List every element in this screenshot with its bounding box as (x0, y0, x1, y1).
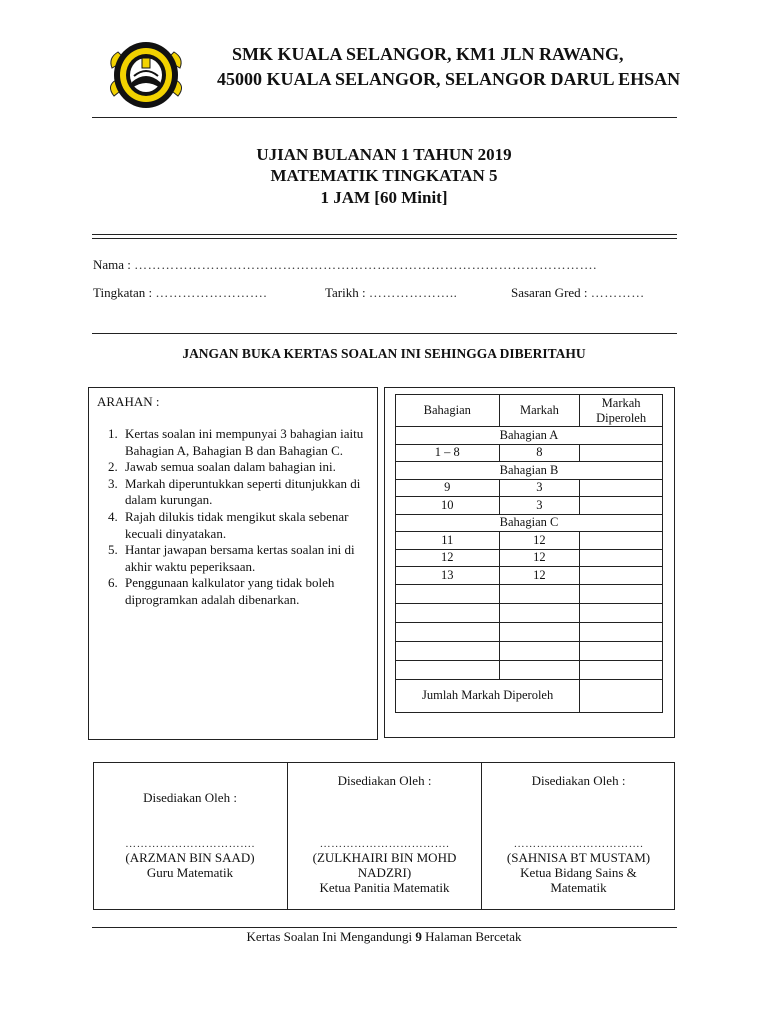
footer-after: Halaman Bercetak (425, 929, 522, 944)
col-header-diperoleh: Markah Diperoleh (580, 395, 663, 427)
sasaran-dots: ………… (590, 285, 645, 300)
col-header-markah: Markah (499, 395, 580, 427)
question-cell: 9 (396, 479, 500, 497)
arahan-title: ARAHAN : (97, 394, 160, 409)
nama-field[interactable] (93, 257, 597, 273)
obtained-cell[interactable] (580, 444, 663, 462)
title-divider-top (92, 234, 677, 235)
footer-page-count: 9 (415, 929, 422, 944)
instruction-item: 4. Rajah dilukis tidak mengikut skala sebenar kecuali dinyatakan. (121, 509, 381, 542)
table-row (396, 549, 663, 567)
signature-line: ……………………………. (125, 838, 255, 850)
question-cell: 1 – 8 (396, 444, 500, 462)
footer-divider (92, 927, 677, 928)
col-header-bahagian: Bahagian (396, 395, 500, 427)
instruction-item: 3. Markah diperuntukkan seperti ditunjukkan di dalam kurungan. (121, 476, 381, 509)
table-row (396, 444, 663, 462)
fields-divider (92, 333, 677, 334)
question-cell: 10 (396, 497, 500, 515)
mark-cell: 8 (499, 444, 580, 462)
mark-cell: 12 (499, 532, 580, 550)
signatory-name-text: (SAHNISA BT MUSTAM) (506, 850, 651, 865)
table-row (396, 497, 663, 515)
section-a-label: Bahagian A (396, 427, 663, 445)
mark-cell: 12 (499, 567, 580, 585)
sasaran-field[interactable] (511, 285, 645, 301)
tingkatan-label: Tingkatan : (93, 285, 153, 300)
nama-label: Nama : (93, 257, 131, 272)
tingkatan-dots: ……………………. (155, 285, 268, 300)
title-divider-bottom (92, 238, 677, 239)
signatory-name (93, 850, 287, 880)
sasaran-label: Sasaran Gred : (511, 285, 588, 300)
warning-text: JANGAN BUKA KERTAS SOALAN INI SEHINGGA DIBERITAHU (182, 346, 586, 361)
exam-subject: MATEMATIK TINGKATAN 5 (270, 166, 498, 185)
instruction-item: 5. Hantar jawapan bersama kertas soalan ini di akhir waktu peperiksaan. (121, 542, 381, 575)
marks-table (395, 394, 663, 713)
prepared-by-label: Disediakan Oleh : (531, 773, 626, 788)
obtained-cell[interactable] (580, 497, 663, 515)
footer-before: Kertas Soalan Ini Mengandungi (246, 929, 413, 944)
arahan-box (88, 387, 378, 740)
signatory-name (288, 850, 481, 895)
exam-title: UJIAN BULANAN 1 TAHUN 2019 (256, 145, 512, 164)
footer-text (0, 929, 768, 945)
signatory-name-text: (ZULKHAIRI BIN MOHD NADZRI) (312, 850, 457, 880)
signatory-role: Ketua Panitia Matematik (319, 880, 450, 895)
signature-line: ……………………………. (513, 838, 644, 850)
school-logo (104, 38, 188, 112)
total-obtained-cell[interactable] (580, 679, 663, 712)
tarikh-field[interactable] (325, 285, 457, 301)
signature-line: ……………………………. (319, 838, 450, 850)
tarikh-dots: ……………….. (368, 285, 458, 300)
school-name: SMK KUALA SELANGOR, KM1 JLN RAWANG, (232, 44, 624, 64)
signatory-name-text: (ARZMAN BIN SAAD) (125, 850, 255, 865)
instruction-list (97, 426, 381, 609)
signatory-role: Ketua Bidang Sains & Matematik (520, 865, 637, 895)
mark-cell: 3 (499, 497, 580, 515)
obtained-cell[interactable] (580, 532, 663, 550)
section-c-label: Bahagian C (396, 514, 663, 532)
total-label: Jumlah Markah Diperoleh (396, 679, 580, 712)
table-row (396, 479, 663, 497)
section-b-label: Bahagian B (396, 462, 663, 480)
table-row (396, 532, 663, 550)
obtained-cell[interactable] (580, 549, 663, 567)
prepared-by-label: Disediakan Oleh : (143, 790, 237, 805)
empty-row (396, 584, 663, 603)
obtained-cell[interactable] (580, 567, 663, 585)
empty-row (396, 603, 663, 622)
header-divider (92, 117, 677, 118)
tarikh-label: Tarikh : (325, 285, 366, 300)
instruction-item: 2. Jawab semua soalan dalam bahagian ini. (121, 459, 381, 476)
nama-dots: …………………………………………………………………………………………. (134, 257, 597, 272)
obtained-cell[interactable] (580, 479, 663, 497)
signatory-name (482, 850, 675, 895)
instruction-item: 6. Penggunaan kalkulator yang tidak boleh diprogramkan adalah dibenarkan. (121, 575, 381, 608)
instruction-item: 1. Kertas soalan ini mempunyai 3 bahagian iaitu Bahagian A, Bahagian B dan Bahagian C. (121, 426, 381, 459)
tingkatan-field[interactable] (93, 285, 267, 301)
exam-duration: 1 JAM [60 Minit] (320, 188, 448, 207)
empty-row (396, 641, 663, 660)
table-row (396, 567, 663, 585)
school-address: 45000 KUALA SELANGOR, SELANGOR DARUL EHSAN (217, 69, 681, 89)
signature-cell-3 (482, 762, 675, 910)
prepared-by-label: Disediakan Oleh : (337, 773, 432, 788)
empty-row (396, 622, 663, 641)
question-cell: 12 (396, 549, 500, 567)
empty-row (396, 660, 663, 679)
signatory-role: Guru Matematik (146, 865, 234, 880)
signature-cell-1 (93, 762, 287, 910)
mark-cell: 3 (499, 479, 580, 497)
signature-cell-2 (288, 762, 481, 910)
question-cell: 11 (396, 532, 500, 550)
question-cell: 13 (396, 567, 500, 585)
mark-cell: 12 (499, 549, 580, 567)
